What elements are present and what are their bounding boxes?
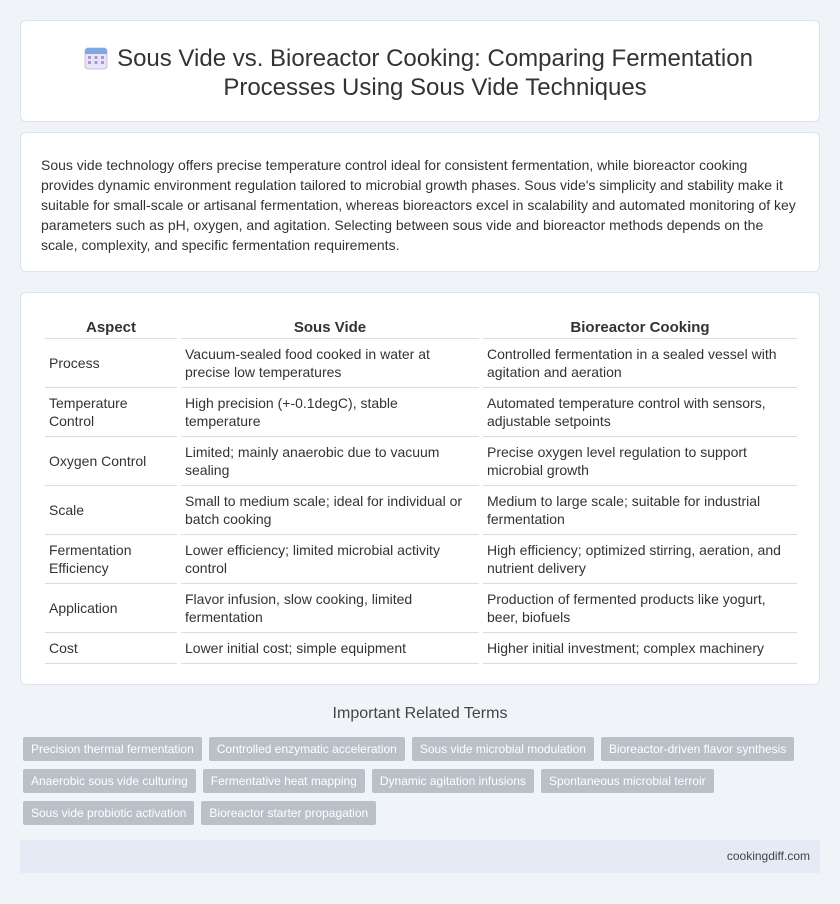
title-card bbox=[20, 20, 820, 122]
cell-aspect: Fermentation Efficiency bbox=[45, 535, 177, 584]
cell-aspect: Cost bbox=[45, 633, 177, 664]
related-term-tag[interactable]: Precision thermal fermentation bbox=[23, 737, 202, 761]
cell-aspect: Process bbox=[45, 339, 177, 388]
cell-sous-vide: High precision (+-0.1degC), stable temperature bbox=[181, 388, 479, 437]
comparison-card bbox=[20, 292, 820, 685]
footer-site-link[interactable]: cookingdiff.com bbox=[726, 849, 810, 863]
header-bioreactor: Bioreactor Cooking bbox=[483, 315, 797, 339]
comparison-table bbox=[41, 315, 801, 664]
related-term-tag[interactable]: Sous vide microbial modulation bbox=[412, 737, 594, 761]
related-term-tag[interactable]: Sous vide probiotic activation bbox=[23, 801, 194, 825]
cell-bioreactor: Medium to large scale; suitable for industrial fermentation bbox=[483, 486, 797, 535]
cell-bioreactor: High efficiency; optimized stirring, aeration, and nutrient delivery bbox=[483, 535, 797, 584]
table-header-row bbox=[45, 315, 797, 339]
cell-sous-vide: Small to medium scale; ideal for individual or batch cooking bbox=[181, 486, 479, 535]
cell-aspect: Scale bbox=[45, 486, 177, 535]
table-row bbox=[45, 437, 797, 486]
related-term-tag[interactable]: Dynamic agitation infusions bbox=[372, 769, 534, 793]
cell-sous-vide: Vacuum-sealed food cooked in water at precise low temperatures bbox=[181, 339, 479, 388]
cell-sous-vide: Flavor infusion, slow cooking, limited fermentation bbox=[181, 584, 479, 633]
table-row bbox=[45, 633, 797, 664]
related-term-tag[interactable]: Bioreactor starter propagation bbox=[201, 801, 376, 825]
related-term-tag[interactable]: Bioreactor-driven flavor synthesis bbox=[601, 737, 794, 761]
table-row bbox=[45, 339, 797, 388]
cell-bioreactor: Automated temperature control with sensors, adjustable setpoints bbox=[483, 388, 797, 437]
intro-card bbox=[20, 132, 820, 272]
related-term-tag[interactable]: Anaerobic sous vide culturing bbox=[23, 769, 196, 793]
cell-aspect: Oxygen Control bbox=[45, 437, 177, 486]
intro-paragraph: Sous vide technology offers precise temperature control ideal for consistent fermentation, while bioreactor cooking provides dynamic environment regulation tailored to microbial growth phases. Sous vide's simplicity and stability make it suitable for small-scale or artisanal fermentation, whereas bioreactors excel in scalability and automated monitoring of key parameters such as pH, oxygen, and agitation. Selecting between sous vide and bioreactor methods depends on the scale, complexity, and specific fermentation requirements. bbox=[41, 157, 796, 253]
related-terms-list bbox=[23, 737, 813, 825]
table-row bbox=[45, 486, 797, 535]
cell-aspect: Temperature Control bbox=[45, 388, 177, 437]
footer bbox=[20, 840, 820, 873]
cell-bioreactor: Higher initial investment; complex machinery bbox=[483, 633, 797, 664]
table-row bbox=[45, 388, 797, 437]
header-sous-vide: Sous Vide bbox=[181, 315, 479, 339]
cell-sous-vide: Limited; mainly anaerobic due to vacuum sealing bbox=[181, 437, 479, 486]
table-row bbox=[45, 584, 797, 633]
related-term-tag[interactable]: Controlled enzymatic acceleration bbox=[209, 737, 405, 761]
cell-bioreactor: Production of fermented products like yogurt, beer, biofuels bbox=[483, 584, 797, 633]
related-terms-title: Important Related Terms bbox=[332, 705, 508, 722]
related-term-tag[interactable]: Spontaneous microbial terroir bbox=[541, 769, 714, 793]
table-row bbox=[45, 535, 797, 584]
cell-sous-vide: Lower efficiency; limited microbial activity control bbox=[181, 535, 479, 584]
header-aspect: Aspect bbox=[45, 315, 177, 339]
cell-bioreactor: Controlled fermentation in a sealed vessel with agitation and aeration bbox=[483, 339, 797, 388]
page-title: Sous Vide vs. Bioreactor Cooking: Comparing Fermentation Processes Using Sous Vide Techniques bbox=[117, 45, 753, 101]
related-term-tag[interactable]: Fermentative heat mapping bbox=[203, 769, 365, 793]
cell-sous-vide: Lower initial cost; simple equipment bbox=[181, 633, 479, 664]
cell-bioreactor: Precise oxygen level regulation to support microbial growth bbox=[483, 437, 797, 486]
cell-aspect: Application bbox=[45, 584, 177, 633]
